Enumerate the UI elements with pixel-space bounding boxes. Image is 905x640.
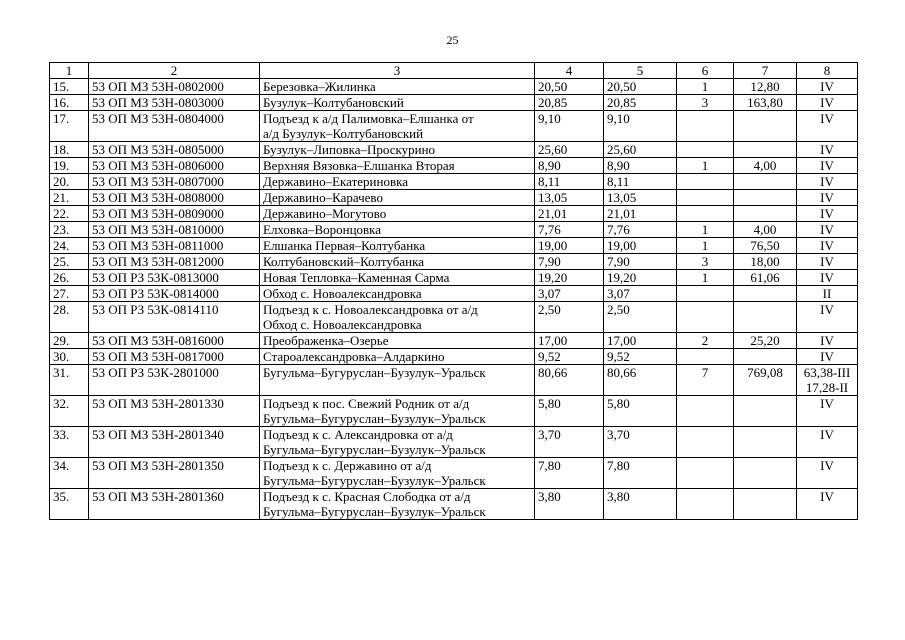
paved-length: 19,00 — [604, 238, 677, 254]
total-length: 3,07 — [535, 286, 604, 302]
bridge-length — [734, 142, 797, 158]
road-name-line: Бугульма–Бугуруслан–Бузулук–Уральск — [263, 365, 486, 380]
table-row — [50, 270, 858, 286]
road-name-line: Подъезд к с. Александровка от а/д — [263, 427, 453, 442]
bridge-count — [677, 142, 734, 158]
paved-length: 17,00 — [604, 333, 677, 349]
table-row — [50, 286, 858, 302]
bridge-count: 3 — [677, 95, 734, 111]
road-category — [797, 111, 858, 142]
road-category — [797, 222, 858, 238]
table-header-row — [50, 63, 858, 79]
road-name — [260, 254, 535, 270]
road-name-line: Елшанка Первая–Колтубанка — [263, 238, 426, 253]
row-number: 20. — [50, 174, 89, 190]
row-number: 33. — [50, 427, 89, 458]
road-name — [260, 365, 535, 396]
table-row — [50, 222, 858, 238]
row-number: 16. — [50, 95, 89, 111]
row-number: 23. — [50, 222, 89, 238]
paved-length: 3,80 — [604, 489, 677, 520]
road-category-line: IV — [820, 427, 834, 442]
total-length: 7,76 — [535, 222, 604, 238]
row-number: 15. — [50, 79, 89, 95]
row-number: 18. — [50, 142, 89, 158]
road-category-line: IV — [820, 254, 834, 269]
bridge-count — [677, 190, 734, 206]
road-name-line: Подъезд к с. Новоалександровка от а/д — [263, 302, 478, 317]
total-length: 3,70 — [535, 427, 604, 458]
bridge-count — [677, 489, 734, 520]
paved-length: 20,85 — [604, 95, 677, 111]
table-row — [50, 142, 858, 158]
total-length: 3,80 — [535, 489, 604, 520]
bridge-length — [734, 302, 797, 333]
road-name — [260, 333, 535, 349]
row-number: 30. — [50, 349, 89, 365]
total-length: 80,66 — [535, 365, 604, 396]
road-name — [260, 489, 535, 520]
road-code: 53 ОП МЗ 53Н-0816000 — [89, 333, 260, 349]
road-category-line: 63,38-III — [803, 365, 851, 380]
paved-length: 25,60 — [604, 142, 677, 158]
road-category-line: IV — [820, 174, 834, 189]
road-name-line: Державино–Екатериновка — [263, 174, 408, 189]
road-name — [260, 286, 535, 302]
row-number: 22. — [50, 206, 89, 222]
road-category-line: IV — [820, 95, 834, 110]
total-length: 8,11 — [535, 174, 604, 190]
road-name — [260, 95, 535, 111]
road-name-line: Обход с. Новоалександровка — [263, 286, 422, 301]
total-length: 20,50 — [535, 79, 604, 95]
road-category-line: IV — [820, 349, 834, 364]
total-length: 17,00 — [535, 333, 604, 349]
road-name — [260, 302, 535, 333]
total-length: 19,00 — [535, 238, 604, 254]
paved-length: 8,90 — [604, 158, 677, 174]
paved-length: 9,52 — [604, 349, 677, 365]
table-row — [50, 174, 858, 190]
total-length: 9,10 — [535, 111, 604, 142]
row-number: 28. — [50, 302, 89, 333]
road-code: 53 ОП МЗ 53Н-0804000 — [89, 111, 260, 142]
total-length: 13,05 — [535, 190, 604, 206]
paved-length: 3,70 — [604, 427, 677, 458]
road-category-line: IV — [820, 206, 834, 221]
bridge-count: 3 — [677, 254, 734, 270]
bridge-length: 61,06 — [734, 270, 797, 286]
road-code: 53 ОП РЗ 53К-0814110 — [89, 302, 260, 333]
row-number: 26. — [50, 270, 89, 286]
road-code: 53 ОП МЗ 53Н-2801350 — [89, 458, 260, 489]
table-row — [50, 333, 858, 349]
road-code: 53 ОП МЗ 53Н-0805000 — [89, 142, 260, 158]
table-row — [50, 302, 858, 333]
bridge-count: 1 — [677, 158, 734, 174]
total-length: 7,80 — [535, 458, 604, 489]
road-name-line: Бугульма–Бугуруслан–Бузулук–Уральск — [263, 442, 486, 457]
road-category — [797, 158, 858, 174]
bridge-length — [734, 190, 797, 206]
total-length: 25,60 — [535, 142, 604, 158]
road-name — [260, 111, 535, 142]
road-category — [797, 174, 858, 190]
road-code: 53 ОП МЗ 53Н-0809000 — [89, 206, 260, 222]
road-name-line: Березовка–Жилинка — [263, 79, 376, 94]
column-header: 5 — [604, 63, 677, 79]
road-name-line: Подъезд к пос. Свежий Родник от а/д — [263, 396, 470, 411]
bridge-length: 25,20 — [734, 333, 797, 349]
paved-length: 7,76 — [604, 222, 677, 238]
road-category-line: IV — [820, 458, 834, 473]
road-code: 53 ОП МЗ 53Н-0811000 — [89, 238, 260, 254]
column-header: 1 — [50, 63, 89, 79]
paved-length: 19,20 — [604, 270, 677, 286]
road-code: 53 ОП РЗ 53К-2801000 — [89, 365, 260, 396]
table-row — [50, 111, 858, 142]
table-body — [50, 79, 858, 520]
road-name-line: Колтубановский–Колтубанка — [263, 254, 424, 269]
road-category-line: IV — [820, 238, 834, 253]
paved-length: 3,07 — [604, 286, 677, 302]
row-number: 17. — [50, 111, 89, 142]
bridge-count — [677, 396, 734, 427]
road-category — [797, 286, 858, 302]
road-name — [260, 174, 535, 190]
bridge-length: 76,50 — [734, 238, 797, 254]
bridge-length: 769,08 — [734, 365, 797, 396]
road-code: 53 ОП РЗ 53К-0814000 — [89, 286, 260, 302]
bridge-count — [677, 206, 734, 222]
road-category — [797, 427, 858, 458]
column-header: 3 — [260, 63, 535, 79]
bridge-length — [734, 111, 797, 142]
row-number: 24. — [50, 238, 89, 254]
road-code: 53 ОП МЗ 53Н-0817000 — [89, 349, 260, 365]
bridge-count: 2 — [677, 333, 734, 349]
road-name-line: Новая Тепловка–Каменная Сарма — [263, 270, 450, 285]
road-category-line: IV — [820, 142, 834, 157]
road-name — [260, 396, 535, 427]
road-code: 53 ОП МЗ 53Н-2801360 — [89, 489, 260, 520]
road-name — [260, 270, 535, 286]
road-name-line: Преображенка–Озерье — [263, 333, 389, 348]
paved-length: 7,80 — [604, 458, 677, 489]
road-name — [260, 206, 535, 222]
road-name — [260, 238, 535, 254]
table-row — [50, 365, 858, 396]
row-number: 29. — [50, 333, 89, 349]
bridge-count — [677, 349, 734, 365]
table-row — [50, 489, 858, 520]
bridge-length — [734, 396, 797, 427]
bridge-length — [734, 349, 797, 365]
road-category — [797, 206, 858, 222]
column-header: 4 — [535, 63, 604, 79]
total-length: 21,01 — [535, 206, 604, 222]
road-name-line: Бугульма–Бугуруслан–Бузулук–Уральск — [263, 411, 486, 426]
bridge-length — [734, 206, 797, 222]
road-name — [260, 458, 535, 489]
row-number: 21. — [50, 190, 89, 206]
road-name-line: Елховка–Воронцовка — [263, 222, 382, 237]
total-length: 7,90 — [535, 254, 604, 270]
column-header: 7 — [734, 63, 797, 79]
total-length: 9,52 — [535, 349, 604, 365]
road-name-line: Бугульма–Бугуруслан–Бузулук–Уральск — [263, 504, 486, 519]
table-row — [50, 396, 858, 427]
road-name-line: Обход с. Новоалександровка — [263, 317, 422, 332]
column-header: 2 — [89, 63, 260, 79]
road-category — [797, 254, 858, 270]
road-name — [260, 79, 535, 95]
road-name-line: Бузулук–Липовка–Проскурино — [263, 142, 436, 157]
paved-length: 7,90 — [604, 254, 677, 270]
page-number: 25 — [446, 33, 459, 47]
bridge-length — [734, 427, 797, 458]
road-code: 53 ОП МЗ 53Н-0812000 — [89, 254, 260, 270]
road-code: 53 ОП РЗ 53К-0813000 — [89, 270, 260, 286]
bridge-count — [677, 174, 734, 190]
bridge-count — [677, 286, 734, 302]
bridge-length: 4,00 — [734, 222, 797, 238]
table-row — [50, 190, 858, 206]
road-category-line: IV — [820, 79, 834, 94]
road-category — [797, 95, 858, 111]
road-category-line: IV — [820, 333, 834, 348]
road-category-line: 17,28-II — [805, 380, 849, 395]
road-name — [260, 142, 535, 158]
road-category — [797, 302, 858, 333]
road-category-line: IV — [820, 111, 834, 126]
total-length: 8,90 — [535, 158, 604, 174]
bridge-length — [734, 489, 797, 520]
road-category — [797, 396, 858, 427]
road-category — [797, 458, 858, 489]
total-length: 20,85 — [535, 95, 604, 111]
bridge-count — [677, 427, 734, 458]
paved-length: 5,80 — [604, 396, 677, 427]
table-row — [50, 238, 858, 254]
row-number: 25. — [50, 254, 89, 270]
bridge-count — [677, 302, 734, 333]
bridge-length — [734, 174, 797, 190]
bridge-count — [677, 458, 734, 489]
total-length: 2,50 — [535, 302, 604, 333]
road-name-line: Подъезд к с. Красная Слободка от а/д — [263, 489, 471, 504]
road-name — [260, 349, 535, 365]
road-category-line: IV — [820, 158, 834, 173]
column-header: 8 — [797, 63, 858, 79]
table-row — [50, 254, 858, 270]
total-length: 5,80 — [535, 396, 604, 427]
road-category — [797, 365, 858, 396]
total-length: 19,20 — [535, 270, 604, 286]
road-category — [797, 238, 858, 254]
bridge-count: 1 — [677, 222, 734, 238]
road-category — [797, 190, 858, 206]
row-number: 31. — [50, 365, 89, 396]
road-name-line: Подъезд к с. Державино от а/д — [263, 458, 432, 473]
road-name — [260, 222, 535, 238]
road-code: 53 ОП МЗ 53Н-2801340 — [89, 427, 260, 458]
bridge-length: 4,00 — [734, 158, 797, 174]
row-number: 27. — [50, 286, 89, 302]
bridge-count: 1 — [677, 238, 734, 254]
bridge-count: 7 — [677, 365, 734, 396]
road-name — [260, 427, 535, 458]
paved-length: 20,50 — [604, 79, 677, 95]
road-name — [260, 190, 535, 206]
road-code: 53 ОП МЗ 53Н-0807000 — [89, 174, 260, 190]
table-row — [50, 349, 858, 365]
road-name-line: Бугульма–Бугуруслан–Бузулук–Уральск — [263, 473, 486, 488]
road-name-line: Староалександровка–Алдаркино — [263, 349, 445, 364]
road-category — [797, 79, 858, 95]
road-name-line: Верхняя Вязовка–Елшанка Вторая — [263, 158, 455, 173]
road-code: 53 ОП МЗ 53Н-0810000 — [89, 222, 260, 238]
paved-length: 80,66 — [604, 365, 677, 396]
road-category-line: IV — [820, 302, 834, 317]
road-name-line: Подъезд к а/д Палимовка–Елшанка от — [263, 111, 474, 126]
road-code: 53 ОП МЗ 53Н-2801330 — [89, 396, 260, 427]
road-name-line: Державино–Могутово — [263, 206, 387, 221]
paved-length: 21,01 — [604, 206, 677, 222]
paved-length: 13,05 — [604, 190, 677, 206]
paved-length: 8,11 — [604, 174, 677, 190]
road-category-line: II — [822, 286, 832, 301]
road-category — [797, 142, 858, 158]
row-number: 19. — [50, 158, 89, 174]
table-row — [50, 95, 858, 111]
road-category-line: IV — [820, 190, 834, 205]
roads-table — [49, 62, 858, 520]
bridge-length — [734, 286, 797, 302]
row-number: 34. — [50, 458, 89, 489]
column-header: 6 — [677, 63, 734, 79]
table-row — [50, 79, 858, 95]
table-row — [50, 458, 858, 489]
bridge-length: 18,00 — [734, 254, 797, 270]
row-number: 32. — [50, 396, 89, 427]
bridge-length: 12,80 — [734, 79, 797, 95]
road-category — [797, 333, 858, 349]
road-category — [797, 489, 858, 520]
road-code: 53 ОП МЗ 53Н-0803000 — [89, 95, 260, 111]
bridge-length — [734, 458, 797, 489]
road-code: 53 ОП МЗ 53Н-0806000 — [89, 158, 260, 174]
bridge-count: 1 — [677, 270, 734, 286]
row-number: 35. — [50, 489, 89, 520]
road-category-line: IV — [820, 489, 834, 504]
road-category-line: IV — [820, 222, 834, 237]
table-row — [50, 427, 858, 458]
road-name-line: Державино–Карачево — [263, 190, 383, 205]
bridge-count: 1 — [677, 79, 734, 95]
paved-length: 9,10 — [604, 111, 677, 142]
road-code: 53 ОП МЗ 53Н-0808000 — [89, 190, 260, 206]
bridge-count — [677, 111, 734, 142]
road-code: 53 ОП МЗ 53Н-0802000 — [89, 79, 260, 95]
road-category — [797, 270, 858, 286]
road-name — [260, 158, 535, 174]
road-name-line: Бузулук–Колтубановский — [263, 95, 404, 110]
road-category — [797, 349, 858, 365]
bridge-length: 163,80 — [734, 95, 797, 111]
road-category-line: IV — [820, 396, 834, 411]
table-row — [50, 158, 858, 174]
paved-length: 2,50 — [604, 302, 677, 333]
table-row — [50, 206, 858, 222]
road-name-line: а/д Бузулук–Колтубановский — [263, 126, 424, 141]
road-category-line: IV — [820, 270, 834, 285]
